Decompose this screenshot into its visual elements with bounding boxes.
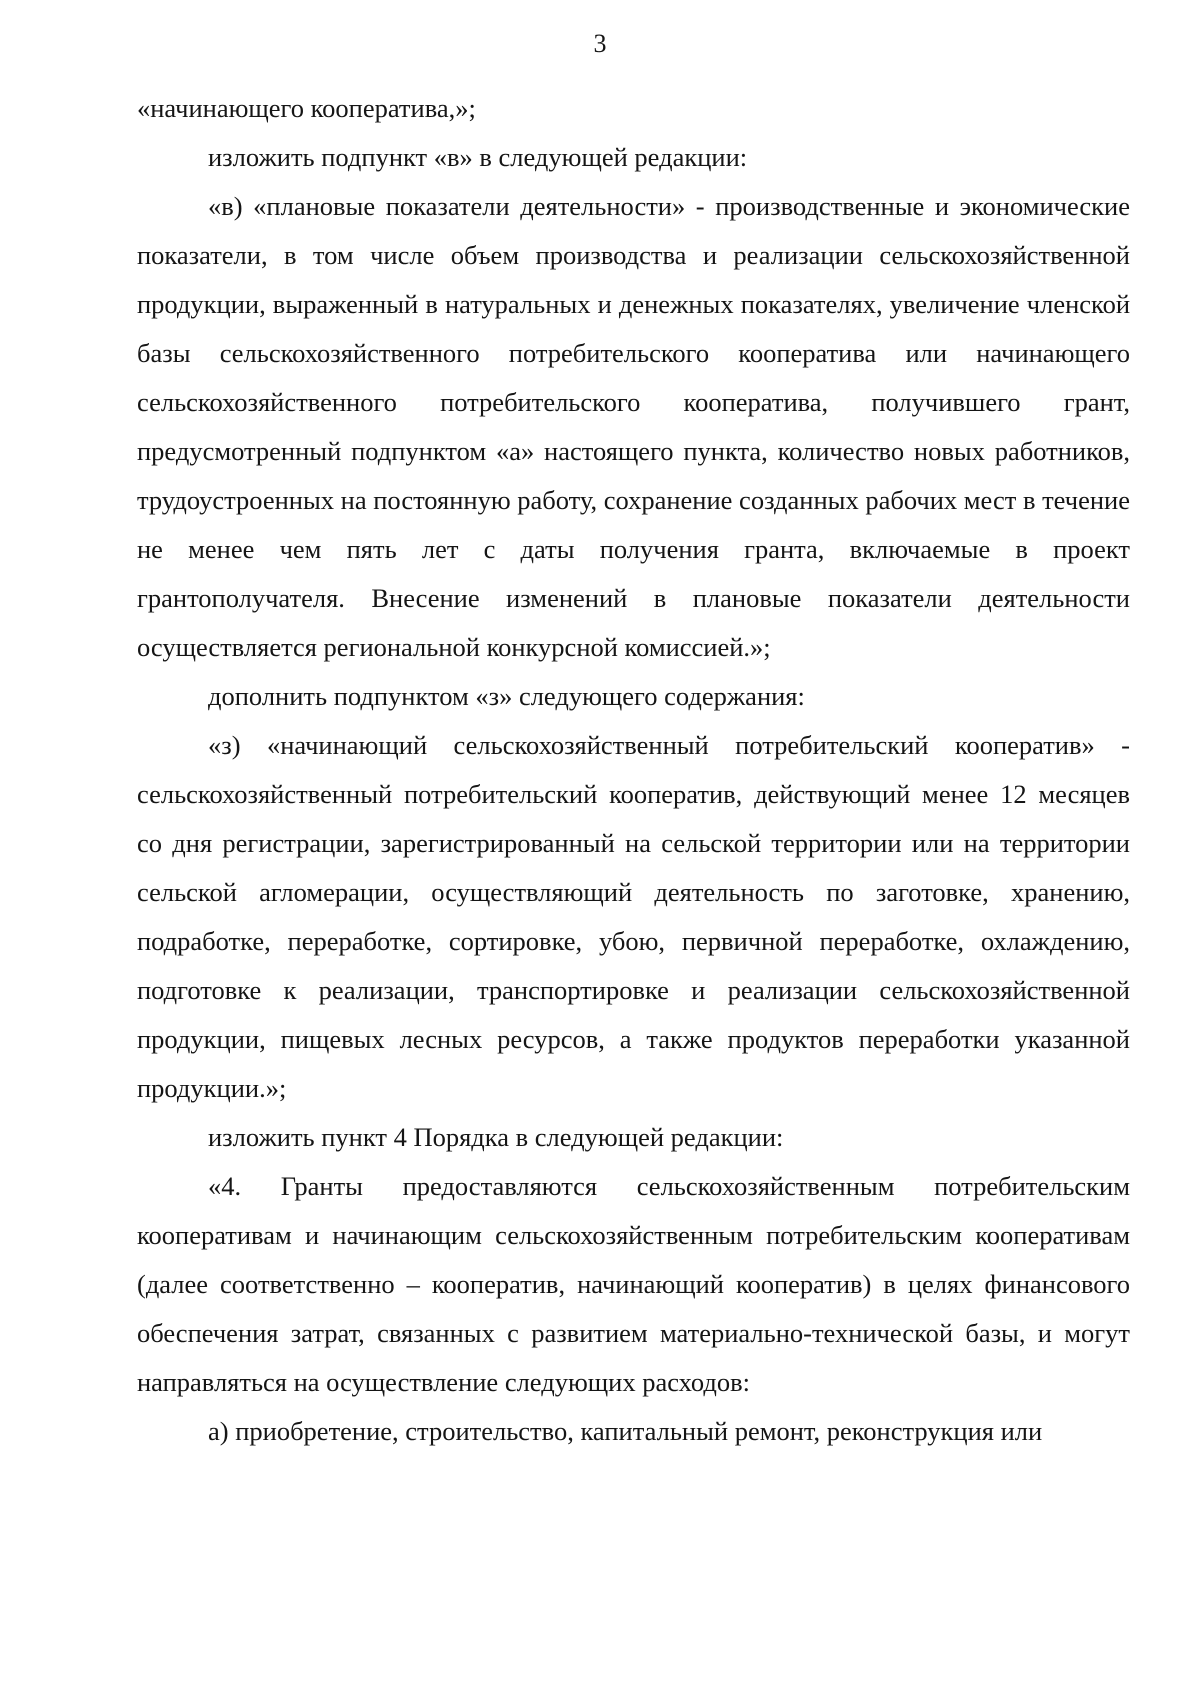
paragraph: изложить подпункт «в» в следующей редакции: (208, 142, 748, 172)
paragraph: «з) «начинающий сельскохозяйственный потребительский кооператив» - сельскохозяйственный потребительский кооператив, действующий менее 12 месяцев со дня регистрации, зарегистрированный на сельской территории или на территории сельской агломерации, осуществляющий деятельность по заготовке, хранению, подработке, переработке, сортировке, убою, первичной переработке, охлаждению, подготовке к реализации, транспортировке и реализации сельскохозяйственной продукции, пищевых лесных ресурсов, а также продуктов переработки указанной продукции.»; (137, 730, 1130, 1103)
page-number: 3 (593, 29, 607, 58)
paragraph: «начинающего кооператива,»; (137, 93, 476, 123)
paragraph: изложить пункт 4 Порядка в следующей редакции: (208, 1122, 784, 1152)
paragraph: «в) «плановые показатели деятельности» - производственные и экономические показатели, в том числе объем производства и реализации сельскохозяйственной продукции, выраженный в натуральных и денежных показателях, увеличение членской базы сельскохозяйственного потребительского кооператива или начинающего сельскохозяйственного потребительского кооператива, получившего грант, предусмотренный подпунктом «а» настоящего пункта, количество новых работников, трудоустроенных на постоянную работу, сохранение созданных рабочих мест в течение не менее чем пять лет с даты получения гранта, включаемые в проект грантополучателя. Внесение изменений в плановые показатели деятельности осуществляется региональной конкурсной комиссией.»; (137, 191, 1130, 662)
paragraph: а) приобретение, строительство, капитальный ремонт, реконструкция или (208, 1416, 1043, 1446)
paragraph: дополнить подпунктом «з» следующего содержания: (208, 681, 805, 711)
document-body (137, 84, 1130, 1456)
paragraph: «4. Гранты предоставляются сельскохозяйственным потребительским кооперативам и начинающим сельскохозяйственным потребительским кооперативам (далее соответственно – кооператив, начинающий кооператив) в целях финансового обеспечения затрат, связанных с развитием материально-технической базы, и могут направляться на осуществление следующих расходов: (137, 1171, 1130, 1397)
